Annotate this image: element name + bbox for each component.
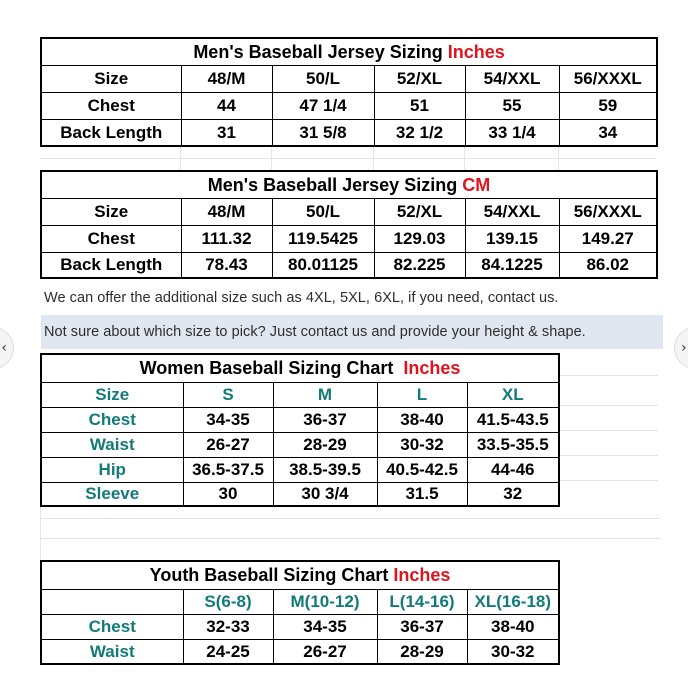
womens-cell: 38.5-39.5	[273, 457, 377, 482]
mens-cm-row-label: Chest	[41, 225, 181, 252]
mens-inches-header-cell: Size	[41, 65, 181, 92]
mens-cm-header-cell: 52/XL	[374, 198, 465, 225]
additional-sizes-note: We can offer the additional size such as 4XL, 5XL, 6XL, if you need, contact us.	[44, 290, 559, 306]
womens-header-cell: XL	[467, 382, 559, 407]
womens-cell: 31.5	[377, 482, 467, 506]
mens-cm-header-cell: 48/M	[181, 198, 272, 225]
background-gridline	[40, 538, 660, 539]
next-image-button[interactable]	[674, 327, 688, 369]
previous-image-button[interactable]	[0, 327, 14, 369]
mens-inches-cell: 31 5/8	[272, 119, 374, 146]
youth-cell: 24-25	[183, 639, 273, 664]
background-gridline	[373, 145, 374, 170]
background-gridline	[558, 430, 658, 431]
background-gridline	[180, 145, 181, 170]
mens-cm-header-cell: 54/XXL	[465, 198, 559, 225]
womens-title	[41, 354, 559, 382]
youth-header-cell	[41, 589, 183, 614]
youth-header-cell: S(6-8)	[183, 589, 273, 614]
mens-inches-cell: 59	[559, 92, 657, 119]
womens-cell: 34-35	[183, 407, 273, 432]
mens-inches-header-cell: 54/XXL	[465, 65, 559, 92]
mens-inches-title	[41, 38, 657, 65]
background-gridline	[40, 505, 41, 560]
womens-row-label: Sleeve	[41, 482, 183, 506]
womens-header-cell: M	[273, 382, 377, 407]
mens-inches-unit: Inches	[447, 41, 505, 62]
womens-cell: 36.5-37.5	[183, 457, 273, 482]
womens-cell: 41.5-43.5	[467, 407, 559, 432]
mens-cm-cell: 149.27	[559, 225, 657, 252]
mens-cm-cell: 119.5425	[272, 225, 374, 252]
mens-cm-cell: 86.02	[559, 252, 657, 278]
womens-cell: 33.5-35.5	[467, 432, 559, 457]
youth-row-label: Chest	[41, 614, 183, 639]
womens-header-cell: Size	[41, 382, 183, 407]
background-gridline	[40, 518, 660, 519]
youth-cell: 38-40	[467, 614, 559, 639]
mens-inches-size-table	[40, 37, 658, 147]
womens-header-cell: S	[183, 382, 273, 407]
youth-header-cell: XL(16-18)	[467, 589, 559, 614]
background-gridline	[558, 375, 658, 376]
youth-header-cell: L(14-16)	[377, 589, 467, 614]
youth-cell: 32-33	[183, 614, 273, 639]
youth-cell: 34-35	[273, 614, 377, 639]
chevron-right-icon: ›	[681, 340, 687, 356]
womens-cell: 38-40	[377, 407, 467, 432]
mens-cm-title-text: Men's Baseball Jersey Sizing	[207, 174, 458, 195]
youth-row-label: Waist	[41, 639, 183, 664]
mens-cm-cell: 129.03	[374, 225, 465, 252]
mens-cm-cell: 139.15	[465, 225, 559, 252]
background-gridline	[271, 145, 272, 170]
background-gridline	[464, 145, 465, 170]
youth-title-text: Youth Baseball Sizing Chart	[149, 565, 389, 586]
youth-unit: Inches	[393, 565, 451, 586]
womens-header-cell: L	[377, 382, 467, 407]
mens-cm-row-label: Back Length	[41, 252, 181, 278]
background-gridline	[40, 158, 656, 159]
mens-cm-title	[41, 171, 657, 198]
youth-cell: 36-37	[377, 614, 467, 639]
mens-inches-cell: 31	[181, 119, 272, 146]
womens-cell: 30 3/4	[273, 482, 377, 506]
mens-inches-row-label: Chest	[41, 92, 181, 119]
background-gridline	[558, 480, 658, 481]
mens-inches-header-cell: 56/XXXL	[559, 65, 657, 92]
womens-inches-size-table	[40, 353, 560, 507]
background-gridline	[558, 405, 658, 406]
youth-cell: 26-27	[273, 639, 377, 664]
womens-cell: 26-27	[183, 432, 273, 457]
youth-cell: 30-32	[467, 639, 559, 664]
mens-inches-row-label: Back Length	[41, 119, 181, 146]
mens-cm-size-table	[40, 170, 658, 279]
womens-cell: 30-32	[377, 432, 467, 457]
womens-cell: 28-29	[273, 432, 377, 457]
background-gridline	[558, 455, 658, 456]
mens-inches-header-cell: 48/M	[181, 65, 272, 92]
mens-inches-cell: 47 1/4	[272, 92, 374, 119]
mens-inches-header-cell: 50/L	[272, 65, 374, 92]
youth-inches-size-table	[40, 560, 560, 665]
mens-inches-header-cell: 52/XL	[374, 65, 465, 92]
womens-cell: 40.5-42.5	[377, 457, 467, 482]
youth-header-cell: M(10-12)	[273, 589, 377, 614]
womens-row-label: Hip	[41, 457, 183, 482]
youth-cell: 28-29	[377, 639, 467, 664]
mens-inches-cell: 55	[465, 92, 559, 119]
mens-inches-title-text: Men's Baseball Jersey Sizing	[193, 41, 443, 62]
mens-inches-cell: 34	[559, 119, 657, 146]
womens-cell: 32	[467, 482, 559, 506]
mens-cm-header-cell: Size	[41, 198, 181, 225]
womens-row-label: Chest	[41, 407, 183, 432]
mens-cm-header-cell: 56/XXXL	[559, 198, 657, 225]
mens-cm-cell: 84.1225	[465, 252, 559, 278]
mens-inches-cell: 33 1/4	[465, 119, 559, 146]
womens-title-text: Women Baseball Sizing Chart	[139, 358, 394, 379]
contact-note: Not sure about which size to pick? Just contact us and provide your height & shape.	[44, 324, 586, 340]
mens-cm-header-cell: 50/L	[272, 198, 374, 225]
womens-row-label: Waist	[41, 432, 183, 457]
mens-inches-cell: 51	[374, 92, 465, 119]
mens-cm-unit: CM	[462, 174, 491, 195]
background-gridline	[558, 145, 559, 170]
mens-cm-cell: 82.225	[374, 252, 465, 278]
mens-inches-cell: 32 1/2	[374, 119, 465, 146]
mens-cm-cell: 80.01125	[272, 252, 374, 278]
mens-cm-cell: 111.32	[181, 225, 272, 252]
womens-cell: 30	[183, 482, 273, 506]
mens-cm-cell: 78.43	[181, 252, 272, 278]
youth-title	[41, 561, 559, 589]
chevron-left-icon: ‹	[1, 340, 7, 356]
womens-unit: Inches	[403, 358, 461, 379]
womens-cell: 44-46	[467, 457, 559, 482]
womens-cell: 36-37	[273, 407, 377, 432]
mens-inches-cell: 44	[181, 92, 272, 119]
